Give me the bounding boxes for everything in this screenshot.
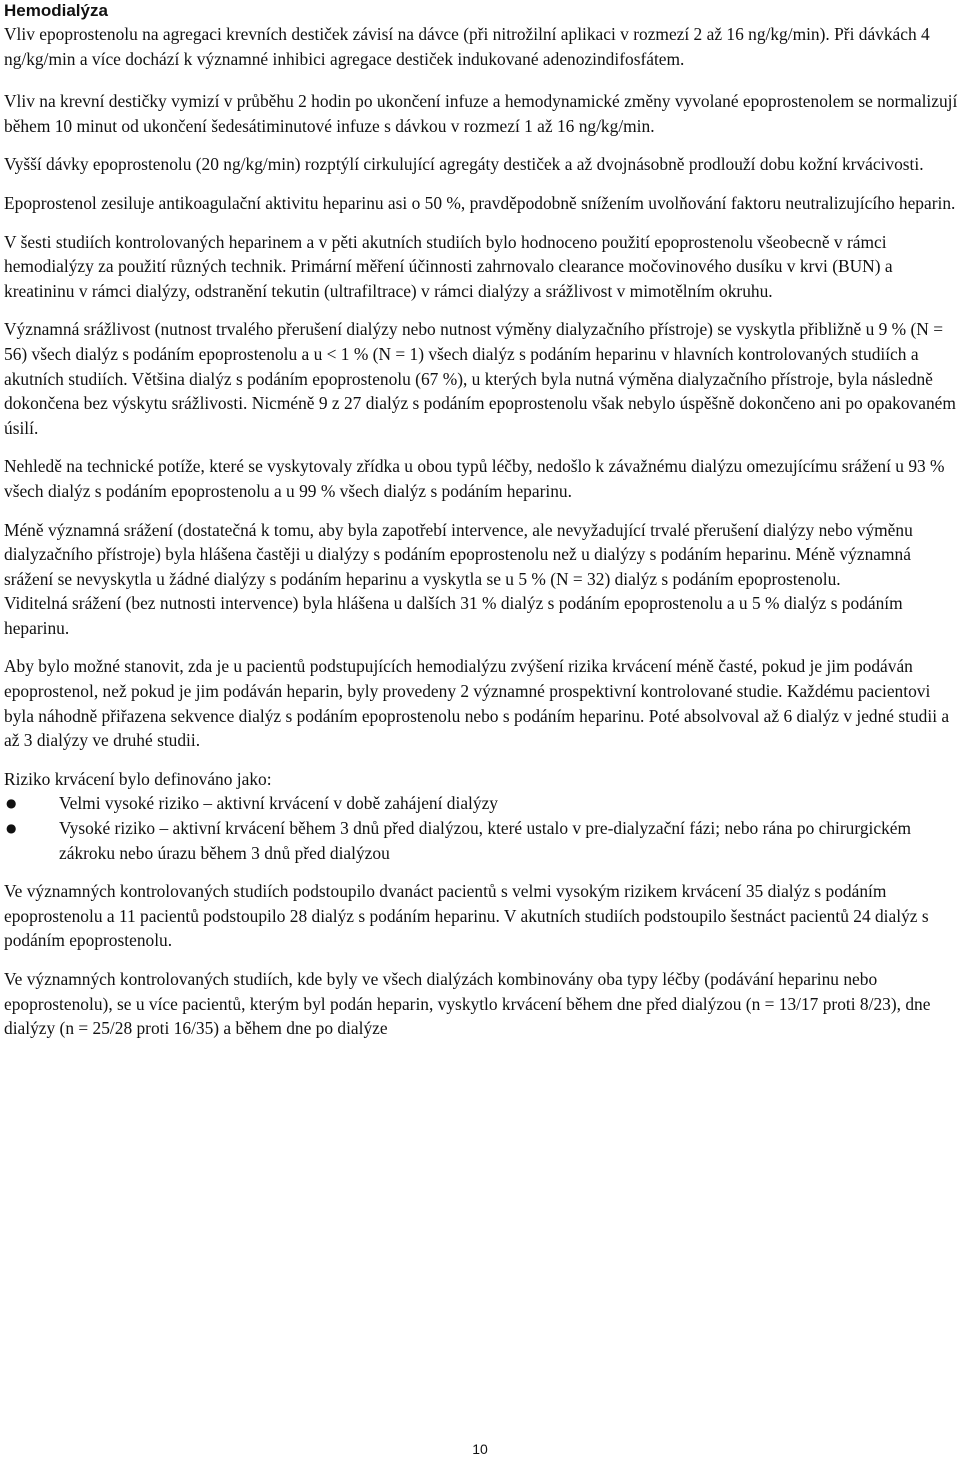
paragraph-bleeding-risk-studies: Aby bylo možné stanovit, zda je u pacientů podstupujících hemodialýzu zvýšení rizika krvácení méně časté, pokud je jim podáván epoprostenol, než pokud je jim podáván heparin, byly provedeny 2 významné prospektivní kontrolované studie. Každému pacientovi byla náhodně přiřazena sekvence dialýz s podáním epoprostenolu nebo s podáním heparinu. Poté absolvoval až 6 dialýz v jedné studii a až 3 dialýzy ve druhé studii.	[4, 656, 950, 751]
spacer	[4, 865, 958, 879]
paragraph-significant-clotting: Významná srážlivost (nutnost trvalého přerušení dialýzy nebo nutnost výměny dialyzačního přístroje) se vyskytla přibližně u 9 % (N = 56) všech dialýz s podáním epoprostenolu a u < 1 % (N = 1) všech dialýz s podáním heparinu v hlavních kontrolovaných studiích a akutních studiích. Většina dialýz s podáním epoprostenolu (67 %), u kterých byla nutná výměna dialyzačního přístroje, byla následně dokončena bez výskytu srážlivosti. Nicméně 9 z 27 dialýz s podáním epoprostenolu však nebylo úspěšně dokončeno ani po opakovaném úsilí.	[4, 319, 956, 438]
page-number: 10	[472, 1441, 488, 1457]
bullet-icon: ●	[6, 821, 17, 836]
list-item-text: Velmi vysoké riziko – aktivní krvácení v době zahájení dialýzy	[59, 793, 498, 814]
list-item	[4, 791, 958, 816]
paragraph-higher-doses: Vyšší dávky epoprostenolu (20 ng/kg/min) rozptýlí cirkulující agregáty destiček a až dvojnásobně prodlouží dobu kožní krvácivosti.	[4, 154, 924, 175]
paragraph-platelet-aggregation: Vliv epoprostenolu na agregaci krevních destiček závisí na dávce (při nitrožilní aplikaci v rozmezí 2 až 16 ng/kg/min). Při dávkách 4 ng/kg/min a více dochází k významné inhibici agregace destiček indukované adenozindifosfátem.	[4, 24, 930, 69]
paragraph-heparin-anticoagulation: Epoprostenol zesiluje antikoagulační aktivitu heparinu asi o 50 %, pravděpodobně snížením uvolňování faktoru neutralizujícího heparin.	[4, 192, 956, 213]
spacer	[4, 138, 958, 152]
paragraph-technical-difficulties: Nehledě na technické potíže, které se vyskytovaly zřídka u obou typů léčby, nedošlo k závažnému dialýzu omezujícímu srážení u 93 % všech dialýz s podáním epoprostenolu a u 99 % všech dialýz s podáním heparinu.	[4, 456, 945, 501]
spacer	[4, 216, 958, 230]
section-heading: Hemodialýza	[4, 1, 108, 20]
document-page	[4, 0, 958, 1041]
paragraph-minor-clotting: Méně významná srážení (dostatečná k tomu, aby byla zapotřebí intervence, ale nevyžadující trvalé přerušení dialýzy nebo výměnu dialyzačního přístroje) byla hlášena častěji u dialýzy s podáním epoprostenolu než u dialýzy s podáním heparinu. Méně významná srážení se nevyskytla u žádné dialýzy s podáním heparinu a vyskytla se u 5 % (N = 32) dialýz s podáním epoprostenolu.	[4, 519, 913, 589]
spacer	[4, 640, 958, 654]
paragraph-platelet-effect-duration: Vliv na krevní destičky vymizí v průběhu 2 hodin po ukončení infuze a hemodynamické změny vyvolané epoprostenolem se normalizují během 10 minut od ukončení šedesátiminutové infuze s dávkou v rozmezí 1 až 16 ng/kg/min.	[4, 91, 958, 136]
list-item-text: Vysoké riziko – aktivní krvácení během 3 dnů před dialýzou, které ustalo v pre-dialyzační fázi; nebo rána po chirurgickém zákroku nebo úrazu během 3 dnů před dialýzou	[59, 818, 912, 863]
bullet-icon: ●	[6, 796, 17, 811]
spacer	[4, 753, 958, 767]
paragraph-visible-clotting: Viditelná srážení (bez nutnosti intervence) byla hlášena u dalších 31 % dialýz s podáním epoprostenolu a u 5 % dialýz s podáním heparinu.	[4, 593, 903, 638]
paragraph-combined-treatment: Ve významných kontrolovaných studiích, kde byly ve všech dialýzách kombinovány oba typy léčby (podávání heparinu nebo epoprostenolu), se u více pacientů, kterým byl podán heparin, vyskytlo krvácení během dne před dialýzou (n = 13/17 proti 8/23), dne dialýzy (n = 25/28 proti 16/35) a během dne po dialýze	[4, 969, 931, 1039]
spacer	[4, 504, 958, 518]
paragraph-studies-overview: V šesti studiích kontrolovaných heparinem a v pěti akutních studiích bylo hodnoceno použití epoprostenolu všeobecně v rámci hemodialýzy za použití různých technik. Primární měření účinnosti zahrnovalo clearance močovinového dusíku v krvi (BUN) a kreatininu v rámci dialýzy, odstranění tekutin (ultrafiltrace) v rámci dialýzy a srážlivost v mimotělním okruhu.	[4, 231, 893, 301]
spacer	[4, 953, 958, 967]
spacer	[4, 177, 958, 191]
spacer	[4, 71, 958, 89]
bleeding-risk-list	[4, 791, 958, 865]
paragraph-high-risk-patients: Ve významných kontrolovaných studiích podstoupilo dvanáct pacientů s velmi vysokým rizikem krvácení 35 dialýz s podáním epoprostenolu a 11 pacientů podstoupilo 28 dialýz s podáním heparinu. V akutních studiích podstoupilo šestnáct pacientů 24 dialýz s podáním epoprostenolu.	[4, 881, 929, 951]
spacer	[4, 440, 958, 454]
spacer	[4, 303, 958, 317]
list-item	[4, 816, 958, 865]
paragraph-bleeding-risk-definition: Riziko krvácení bylo definováno jako:	[4, 768, 272, 789]
